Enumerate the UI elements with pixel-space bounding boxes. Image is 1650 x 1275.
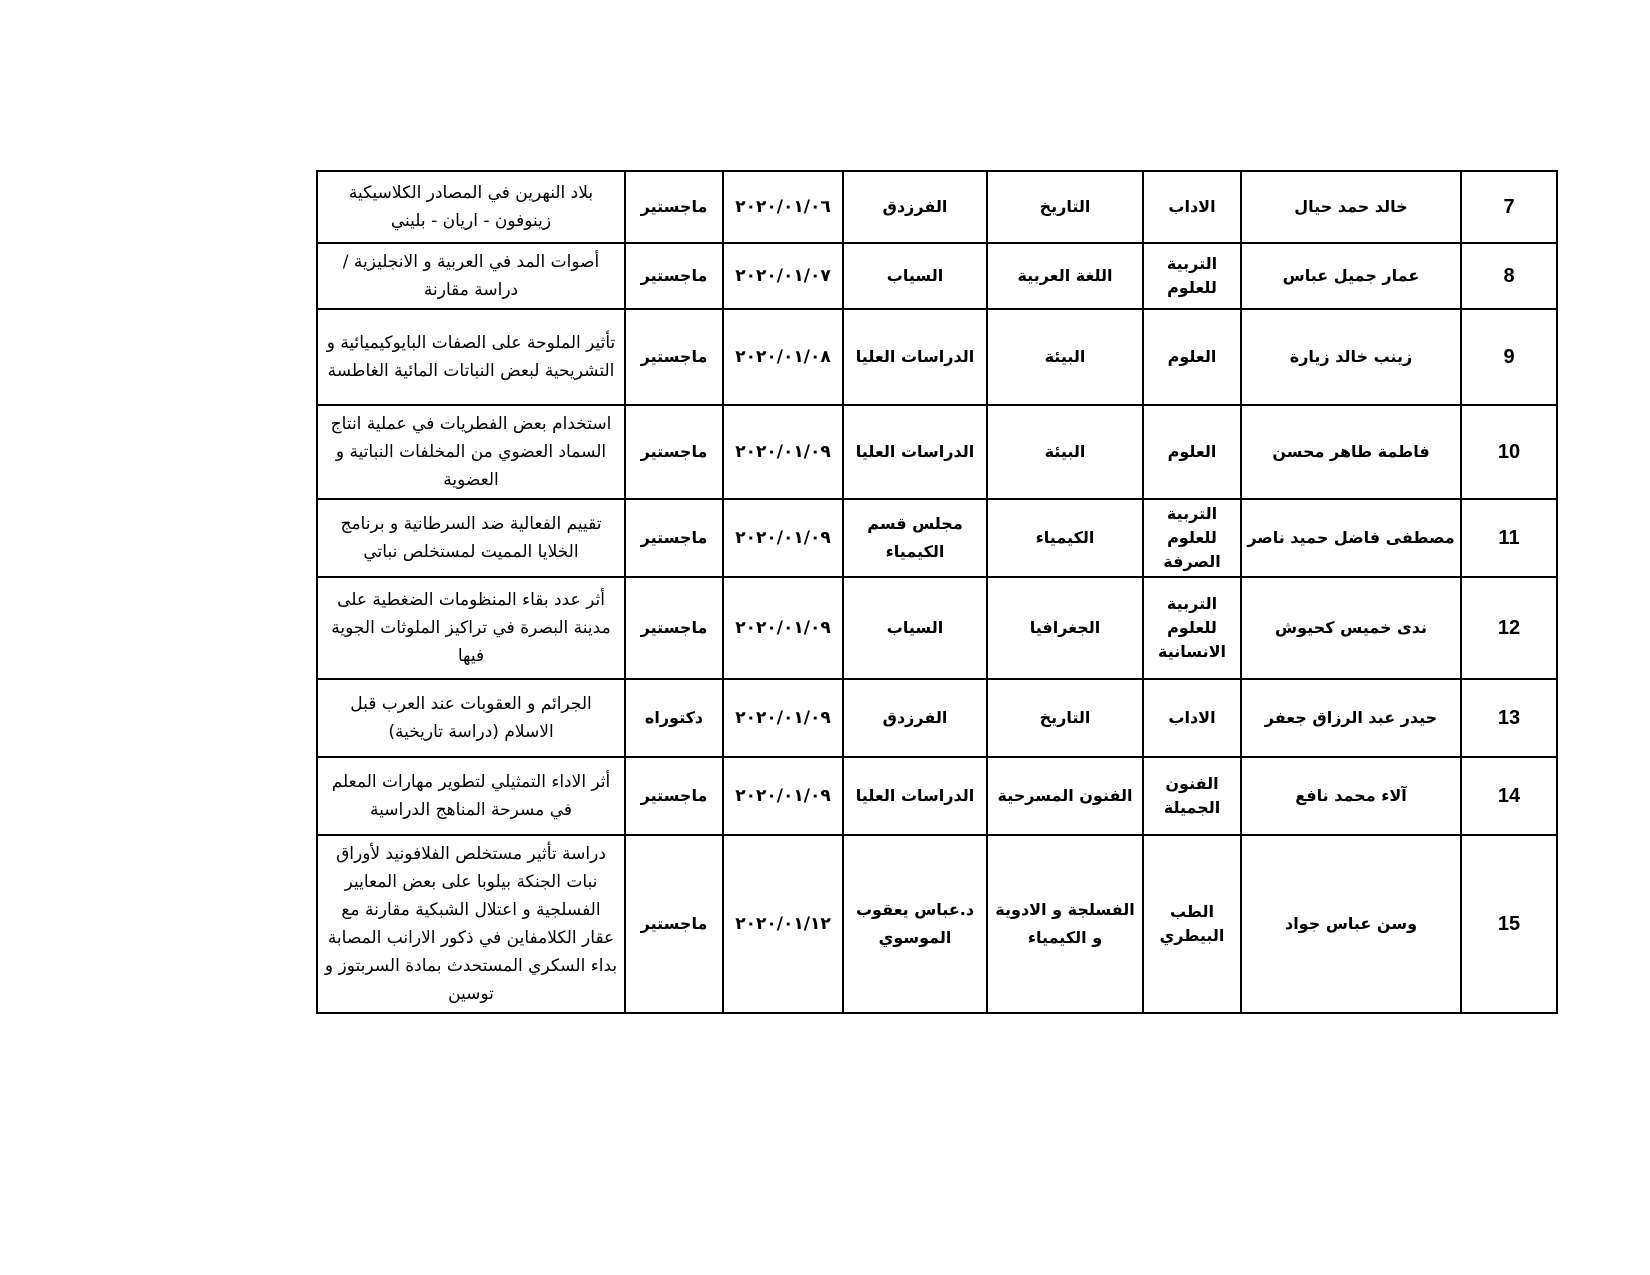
degree-cell: ماجستير <box>625 309 723 405</box>
degree-cell: دكتوراه <box>625 679 723 757</box>
degree-cell: ماجستير <box>625 577 723 679</box>
date-cell: ٢٠٢٠/٠١/٠٦ <box>723 171 843 243</box>
college-cell: التربية للعلوم الانسانية <box>1143 577 1241 679</box>
department-cell: الفسلجة و الادوية و الكيمياء <box>987 835 1143 1013</box>
table-body <box>317 171 1567 1013</box>
table-row <box>317 499 1567 577</box>
thesis-title-cell: تأثير الملوحة على الصفات البايوكيميائية و التشريحية لبعض النباتات المائية الغاطسة <box>317 309 625 405</box>
student-name-cell: زينب خالد زيارة <box>1241 309 1461 405</box>
date-cell: ٢٠٢٠/٠١/٠٩ <box>723 679 843 757</box>
table-row <box>317 835 1567 1013</box>
row-number-cell: 8 <box>1461 243 1557 309</box>
table-edge <box>1557 577 1567 679</box>
thesis-title-cell: الجرائم و العقوبات عند العرب قبل الاسلام (دراسة تاريخية) <box>317 679 625 757</box>
student-name-cell: آلاء محمد نافع <box>1241 757 1461 835</box>
student-name-cell: حيدر عبد الرزاق جعفر <box>1241 679 1461 757</box>
department-cell: الفنون المسرحية <box>987 757 1143 835</box>
college-cell: العلوم <box>1143 309 1241 405</box>
thesis-title-cell: استخدام بعض الفطريات في عملية انتاج السماد العضوي من المخلفات النباتية و العضوية <box>317 405 625 499</box>
table-edge <box>1557 757 1567 835</box>
table-edge <box>1557 405 1567 499</box>
degree-cell: ماجستير <box>625 243 723 309</box>
row-number-cell: 7 <box>1461 171 1557 243</box>
table-edge <box>1557 171 1567 243</box>
college-cell: التربية للعلوم الصرفة <box>1143 499 1241 577</box>
student-name-cell: فاطمة طاهر محسن <box>1241 405 1461 499</box>
date-cell: ٢٠٢٠/٠١/٠٧ <box>723 243 843 309</box>
table-row <box>317 171 1567 243</box>
row-number-cell: 11 <box>1461 499 1557 577</box>
department-cell: الجغرافيا <box>987 577 1143 679</box>
department-cell: البيئة <box>987 405 1143 499</box>
table-row <box>317 757 1567 835</box>
venue-cell: مجلس قسم الكيمياء <box>843 499 987 577</box>
date-cell: ٢٠٢٠/٠١/٠٩ <box>723 405 843 499</box>
student-name-cell: عمار جميل عباس <box>1241 243 1461 309</box>
venue-cell: الفرزدق <box>843 679 987 757</box>
degree-cell: ماجستير <box>625 171 723 243</box>
department-cell: التاريخ <box>987 679 1143 757</box>
college-cell: العلوم <box>1143 405 1241 499</box>
venue-cell: الدراسات العليا <box>843 309 987 405</box>
date-cell: ٢٠٢٠/٠١/٠٩ <box>723 577 843 679</box>
venue-cell: الدراسات العليا <box>843 757 987 835</box>
degree-cell: ماجستير <box>625 835 723 1013</box>
student-name-cell: مصطفى فاضل حميد ناصر <box>1241 499 1461 577</box>
department-cell: الكيمياء <box>987 499 1143 577</box>
row-number-cell: 13 <box>1461 679 1557 757</box>
student-name-cell: وسن عباس جواد <box>1241 835 1461 1013</box>
table-edge <box>1557 499 1567 577</box>
venue-cell: السياب <box>843 243 987 309</box>
student-name-cell: خالد حمد حيال <box>1241 171 1461 243</box>
date-cell: ٢٠٢٠/٠١/٠٩ <box>723 499 843 577</box>
row-number-cell: 14 <box>1461 757 1557 835</box>
department-cell: التاريخ <box>987 171 1143 243</box>
table-edge <box>1557 835 1567 1013</box>
table-row <box>317 577 1567 679</box>
college-cell: الفنون الجميلة <box>1143 757 1241 835</box>
date-cell: ٢٠٢٠/٠١/١٢ <box>723 835 843 1013</box>
student-name-cell: ندى خميس كحيوش <box>1241 577 1461 679</box>
table-row <box>317 679 1567 757</box>
table-row <box>317 243 1567 309</box>
venue-cell: الدراسات العليا <box>843 405 987 499</box>
table-edge <box>1557 243 1567 309</box>
thesis-title-cell: أصوات المد في العربية و الانجليزية / دراسة مقارنة <box>317 243 625 309</box>
thesis-title-cell: تقييم الفعالية ضد السرطانية و برنامج الخلايا المميت لمستخلص نباتي <box>317 499 625 577</box>
venue-cell: الفرزدق <box>843 171 987 243</box>
row-number-cell: 12 <box>1461 577 1557 679</box>
venue-cell: السياب <box>843 577 987 679</box>
degree-cell: ماجستير <box>625 757 723 835</box>
date-cell: ٢٠٢٠/٠١/٠٨ <box>723 309 843 405</box>
college-cell: التربية للعلوم <box>1143 243 1241 309</box>
row-number-cell: 15 <box>1461 835 1557 1013</box>
department-cell: البيئة <box>987 309 1143 405</box>
row-number-cell: 10 <box>1461 405 1557 499</box>
venue-cell: د.عباس يعقوب الموسوي <box>843 835 987 1013</box>
department-cell: اللغة العربية <box>987 243 1143 309</box>
date-cell: ٢٠٢٠/٠١/٠٩ <box>723 757 843 835</box>
college-cell: الاداب <box>1143 679 1241 757</box>
thesis-title-cell: أثر عدد بقاء المنظومات الضغطية على مدينة البصرة في تراكيز الملوثات الجوية فيها <box>317 577 625 679</box>
theses-table <box>316 170 1567 1014</box>
thesis-title-cell: دراسة تأثير مستخلص الفلافونيد لأوراق نبات الجنكة بيلوبا على بعض المعايير الفسلجية و اعتلال الشبكية مقارنة مع عقار الكلامفاين في ذكور الارانب المصابة بداء السكري المستحدث بمادة السربتوز و توسين <box>317 835 625 1013</box>
college-cell: الطب البيطري <box>1143 835 1241 1013</box>
table-edge <box>1557 309 1567 405</box>
table-row <box>317 309 1567 405</box>
table-row <box>317 405 1567 499</box>
degree-cell: ماجستير <box>625 405 723 499</box>
thesis-title-cell: بلاد النهرين في المصادر الكلاسيكية زينوفون - اريان - بليني <box>317 171 625 243</box>
college-cell: الاداب <box>1143 171 1241 243</box>
row-number-cell: 9 <box>1461 309 1557 405</box>
degree-cell: ماجستير <box>625 499 723 577</box>
table-edge <box>1557 679 1567 757</box>
thesis-title-cell: أثر الاداء التمثيلي لتطوير مهارات المعلم في مسرحة المناهج الدراسية <box>317 757 625 835</box>
